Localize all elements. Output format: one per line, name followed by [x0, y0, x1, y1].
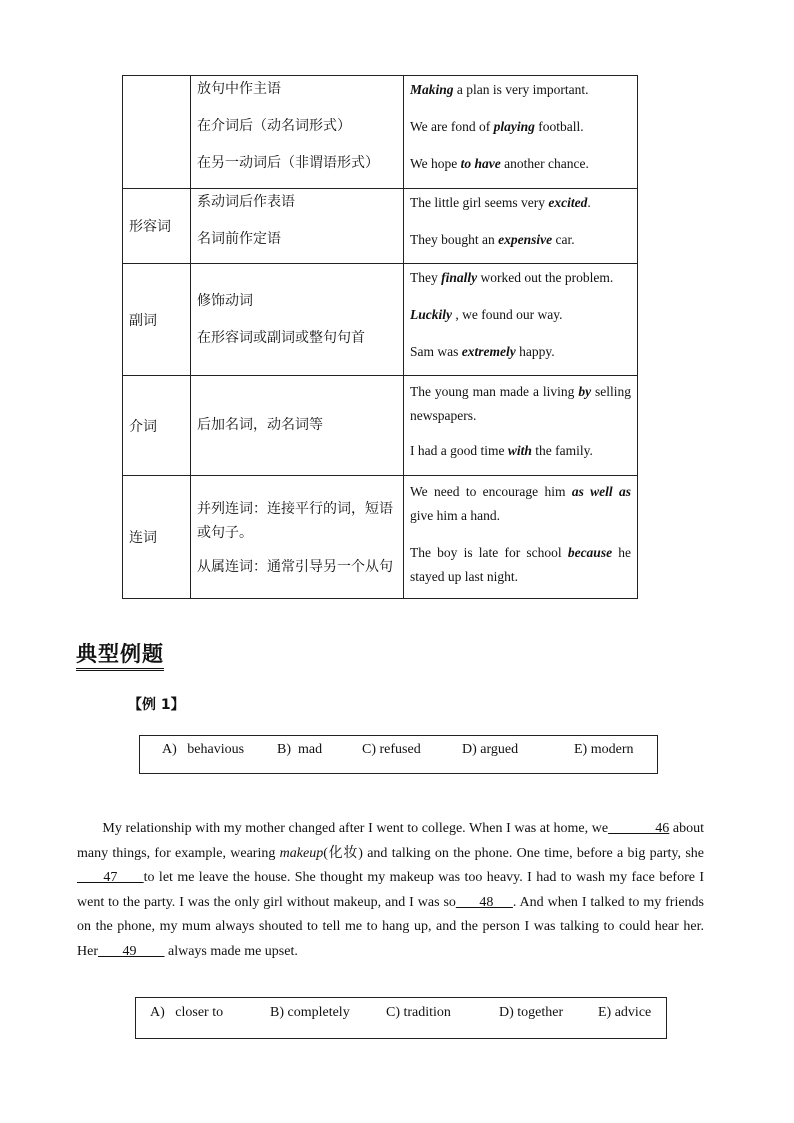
example-cell — [404, 376, 638, 476]
keyword: playing — [493, 119, 535, 134]
example-sentence: Making a plan is very important. — [410, 82, 589, 97]
option-a: A) behavious — [162, 742, 245, 757]
example-sentence: The little girl seems very excited. — [410, 195, 591, 210]
example-sentence: We need to encourage him as well as give him a hand. — [410, 484, 631, 523]
option-d: D) together — [499, 1005, 564, 1020]
blank-48[interactable]: 48 — [455, 894, 513, 910]
keyword: Making — [410, 82, 454, 97]
usage-cell — [191, 476, 404, 599]
category-cell: 连词 — [123, 476, 191, 599]
example-cell — [404, 189, 638, 264]
example-sentence: I had a good time with the family. — [410, 443, 593, 458]
table-row — [123, 189, 638, 264]
keyword: extremely — [461, 344, 516, 359]
example-cell — [404, 264, 638, 376]
category-cell: 介词 — [123, 376, 191, 476]
example-cell — [404, 76, 638, 189]
usage-cell — [191, 189, 404, 264]
option-b: B) completely — [270, 1005, 350, 1020]
usage-text: 系动词后作表语 — [197, 194, 295, 210]
table-row — [123, 264, 638, 376]
example-label: 【例 1】 — [128, 697, 185, 713]
option-e: E) modern — [574, 742, 634, 757]
usage-text: 名词前作定语 — [197, 231, 281, 247]
table-row — [123, 76, 638, 189]
usage-text: 并列连词：连接平行的词，短语或句子。 — [197, 501, 393, 541]
keyword: Luckily — [410, 307, 452, 322]
keyword: excited — [548, 195, 588, 210]
keyword: with — [507, 443, 532, 458]
option-c: C) refused — [362, 742, 421, 757]
example-sentence: Sam was extremely happy. — [410, 344, 555, 359]
keyword: by — [578, 384, 592, 399]
option-e: E) advice — [598, 1005, 652, 1020]
category-cell: 形容词 — [123, 189, 191, 264]
usage-cell — [191, 264, 404, 376]
blank-49[interactable]: 49 — [98, 943, 165, 959]
category-cell: 副词 — [123, 264, 191, 376]
usage-cell — [191, 376, 404, 476]
table-row — [123, 376, 638, 476]
keyword: as well as — [571, 484, 631, 499]
option-c: C) tradition — [386, 1005, 451, 1020]
keyword: because — [567, 545, 613, 560]
example-sentence: The young man made a living by selling newspapers. — [410, 384, 631, 423]
usage-cell — [191, 76, 404, 189]
grammar-table — [122, 75, 638, 599]
usage-text: 在另一动词后（非谓语形式） — [197, 155, 379, 171]
usage-text: 放句中作主语 — [197, 81, 281, 97]
section-title: 典型例题 — [76, 640, 164, 671]
example-sentence: We hope to have another chance. — [410, 156, 589, 171]
options-box — [139, 735, 658, 774]
options-box — [135, 997, 667, 1039]
usage-text: 修饰动词 — [197, 292, 253, 309]
keyword: expensive — [498, 232, 553, 247]
cloze-passage: My relationship with my mother changed after I went to college. When I was at home, we 46 about many things, for example, wearing makeup(化妆) and talking on the phone. One time, before a big party, she 47 to let me leave the house. She thought my makeup was too heavy. I had to wash my face before I went to the party. I was the only girl without makeup, and I was so 48 . And when I talked to my friends on the phone, my mum always shouted to tell me to hang up, and the person I was talking to could hear her. Her 49 always made me upset. — [77, 821, 705, 959]
option-b: B) mad — [277, 742, 323, 757]
example-sentence: We are fond of playing football. — [410, 119, 584, 134]
table-row — [123, 476, 638, 599]
usage-text: 后加名词，动名词等 — [197, 417, 323, 433]
usage-text: 从属连词：通常引导另一个从句 — [197, 559, 393, 575]
example-cell — [404, 476, 638, 599]
example-sentence: They finally worked out the problem. — [410, 270, 614, 285]
category-cell — [123, 76, 191, 189]
blank-46[interactable]: 46 — [608, 821, 670, 836]
keyword: to have — [460, 156, 501, 171]
example-sentence: The boy is late for school because he stayed up last night. — [410, 545, 632, 584]
option-a: A) closer to — [150, 1005, 224, 1020]
option-d: D) argued — [462, 742, 519, 757]
usage-text: 在介词后（动名词形式） — [197, 118, 351, 134]
blank-47[interactable]: 47 — [77, 870, 144, 885]
example-sentence: Luckily , we found our way. — [410, 307, 563, 322]
usage-text: 在形容词或副词或整句句首 — [197, 329, 365, 346]
keyword: finally — [441, 270, 478, 285]
example-sentence: They bought an expensive car. — [410, 232, 575, 247]
